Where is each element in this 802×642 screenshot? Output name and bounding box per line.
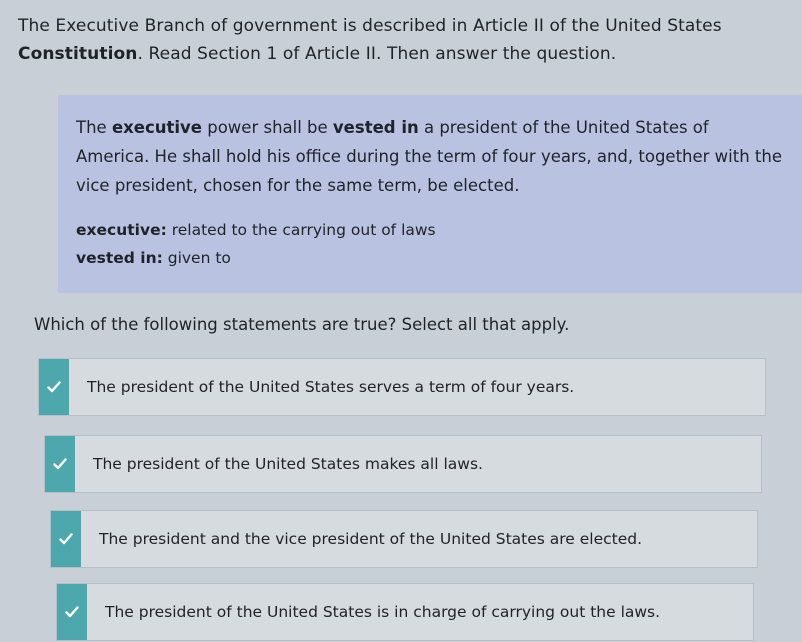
checkmark-icon xyxy=(47,381,61,393)
answer-option-label: The president of the United States makes all laws. xyxy=(93,455,483,473)
instructions-line1: The Executive Branch of government is described in Article II of the United States xyxy=(18,16,722,36)
answer-option-label: The president and the vice president of the United States are elected. xyxy=(99,530,643,548)
passage-seg1: The xyxy=(76,118,112,137)
passage-term-vested-in: vested in xyxy=(332,118,419,137)
passage-text xyxy=(76,113,786,200)
answer-option-1[interactable] xyxy=(38,358,766,416)
instructions xyxy=(18,12,778,68)
checkmark-icon xyxy=(65,606,79,618)
checkmark-icon xyxy=(53,458,67,470)
definition-term: vested in: xyxy=(76,249,163,267)
answer-option-2[interactable] xyxy=(44,435,762,493)
answer-option-3[interactable] xyxy=(50,510,758,568)
passage-seg3: a president of the United States of America. He shall hold his office during the term of four years, and, together with the vice president, chosen for the same term, be elected. xyxy=(76,118,783,195)
passage-seg2: power shall be xyxy=(201,118,333,137)
answer-option-4[interactable] xyxy=(56,583,754,641)
checkbox-selected[interactable] xyxy=(51,511,81,567)
definition-term: executive: xyxy=(76,221,167,239)
answer-option-label: The president of the United States is in charge of carrying out the laws. xyxy=(105,603,661,621)
answer-option-label: The president of the United States serves a term of four years. xyxy=(87,378,575,396)
passage-term-executive: executive xyxy=(111,118,202,137)
checkbox-selected[interactable] xyxy=(57,584,87,640)
definition-meaning: related to the carrying out of laws xyxy=(166,221,436,239)
question-prompt: Which of the following statements are true? Select all that apply. xyxy=(34,315,570,334)
instructions-line2: . Read Section 1 of Article II. Then answer the question. xyxy=(137,44,617,64)
checkmark-icon xyxy=(59,533,73,545)
checkbox-selected[interactable] xyxy=(45,436,75,492)
article-passage xyxy=(58,95,802,293)
definition-vested-in xyxy=(76,244,786,272)
instructions-constitution: Constitution xyxy=(18,44,138,64)
definition-meaning: given to xyxy=(162,249,231,267)
checkbox-selected[interactable] xyxy=(39,359,69,415)
definition-executive xyxy=(76,216,786,244)
